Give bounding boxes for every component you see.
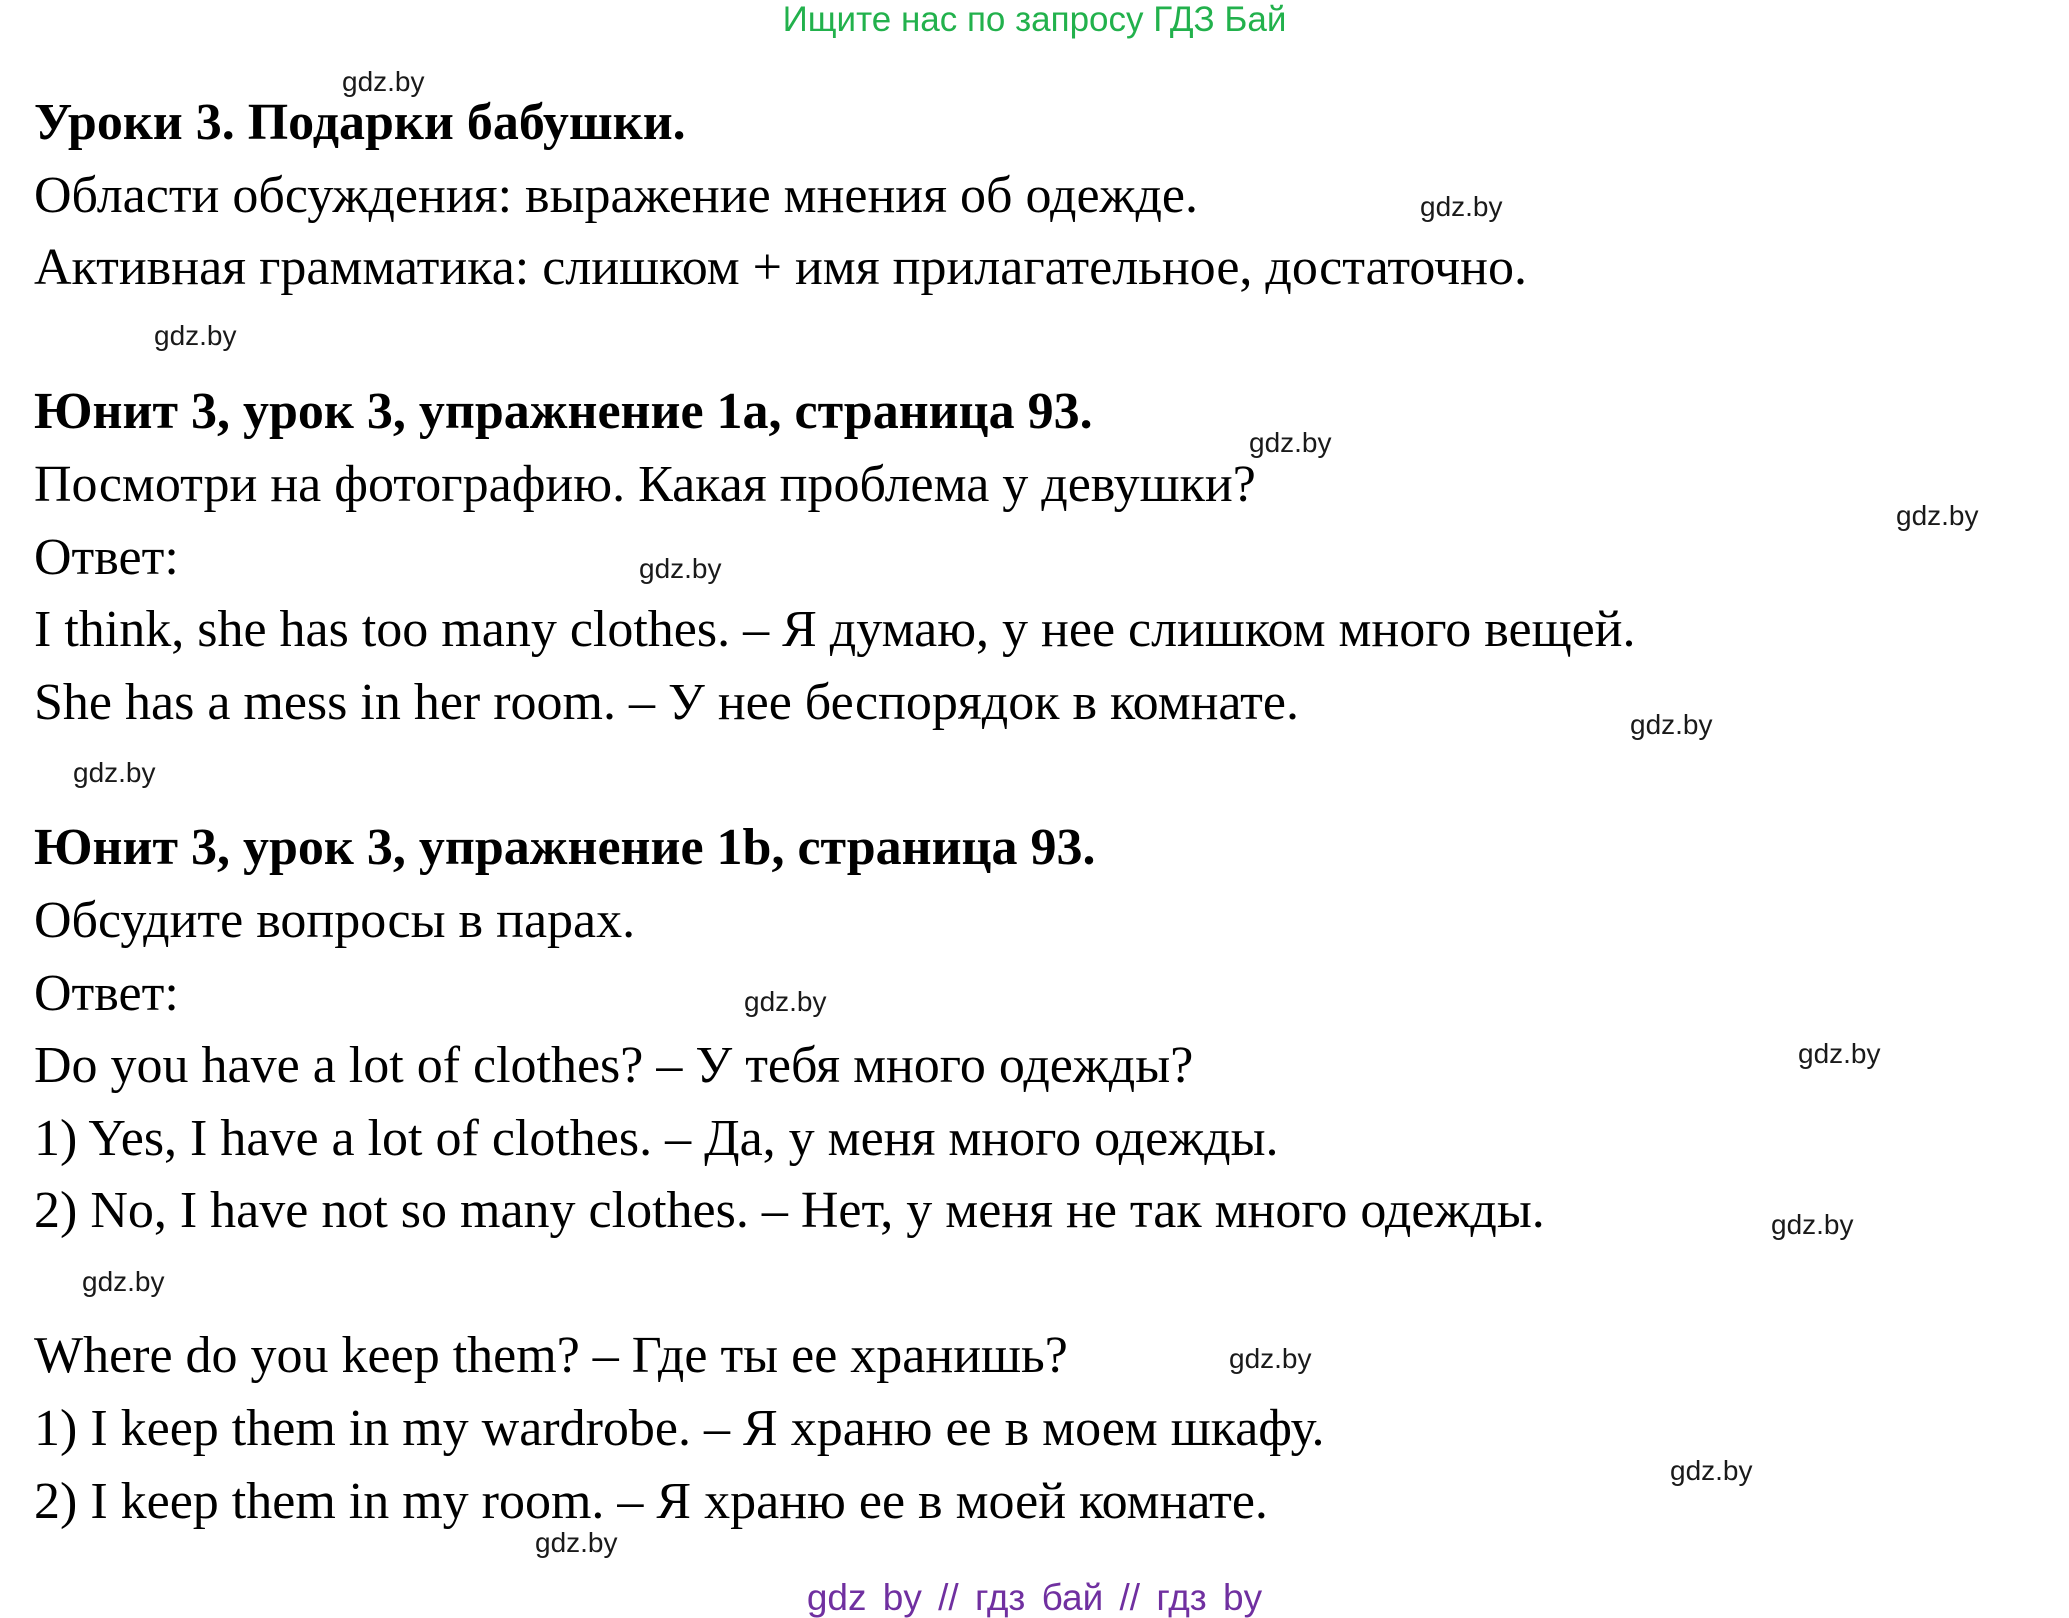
question-2-answer: 1) I keep them in my wardrobe. – Я храню ее в моем шкафу. [34,1400,1325,1457]
question-2-answer: 2) I keep them in my room. – Я храню ее в моей комнате. [34,1473,1268,1530]
watermark: gdz.by [342,66,425,97]
exercise-1a-heading: Юнит 3, урок 3, упражнение 1a, страница 93. [34,383,1093,440]
watermark: gdz.by [1249,427,1332,458]
question-1: Do you have a lot of clothes? – У тебя много одежды? [34,1037,1194,1094]
watermark: gdz.by [535,1527,618,1558]
exercise-1b-heading: Юнит 3, урок 3, упражнение 1b, страница 93. [34,819,1096,876]
exercise-1b-task: Обсудите вопросы в парах. [34,892,636,949]
watermark: gdz.by [1798,1038,1881,1069]
watermark: gdz.by [1771,1209,1854,1240]
watermark: gdz.by [1670,1455,1753,1486]
question-1-answer: 2) No, I have not so many clothes. – Нет, у меня не так много одежды. [34,1182,1545,1239]
watermark: gdz.by [744,986,827,1017]
question-2: Where do you keep them? – Где ты ее хранишь? [34,1327,1068,1384]
exercise-1a-answer-line: She has a mess in her room. – У нее беспорядок в комнате. [34,674,1299,731]
watermark: gdz.by [1896,500,1979,531]
discussion-topics: Области обсуждения: выражение мнения об одежде. [34,167,1199,224]
watermark: gdz.by [1229,1343,1312,1374]
exercise-1b-answer-label: Ответ: [34,965,179,1022]
question-1-answer: 1) Yes, I have a lot of clothes. – Да, у меня много одежды. [34,1110,1279,1167]
active-grammar: Активная грамматика: слишком + имя прилагательное, достаточно. [34,239,1527,296]
exercise-1a-task: Посмотри на фотографию. Какая проблема у девушки? [34,456,1256,513]
watermark: gdz.by [1420,191,1503,222]
exercise-1a-answer-line: I think, she has too many clothes. – Я думаю, у нее слишком много вещей. [34,601,1636,658]
watermark: gdz.by [1630,709,1713,740]
watermark: gdz.by [154,320,237,351]
search-banner: Ищите нас по запросу ГДЗ Бай [782,0,1287,39]
watermark: gdz.by [82,1266,165,1297]
footer-links: gdz by // гдз бай // гдз by [806,1577,1263,1618]
lesson-title: Уроки 3. Подарки бабушки. [34,94,686,151]
watermark: gdz.by [73,757,156,788]
watermark: gdz.by [639,553,722,584]
exercise-1a-answer-label: Ответ: [34,529,179,586]
